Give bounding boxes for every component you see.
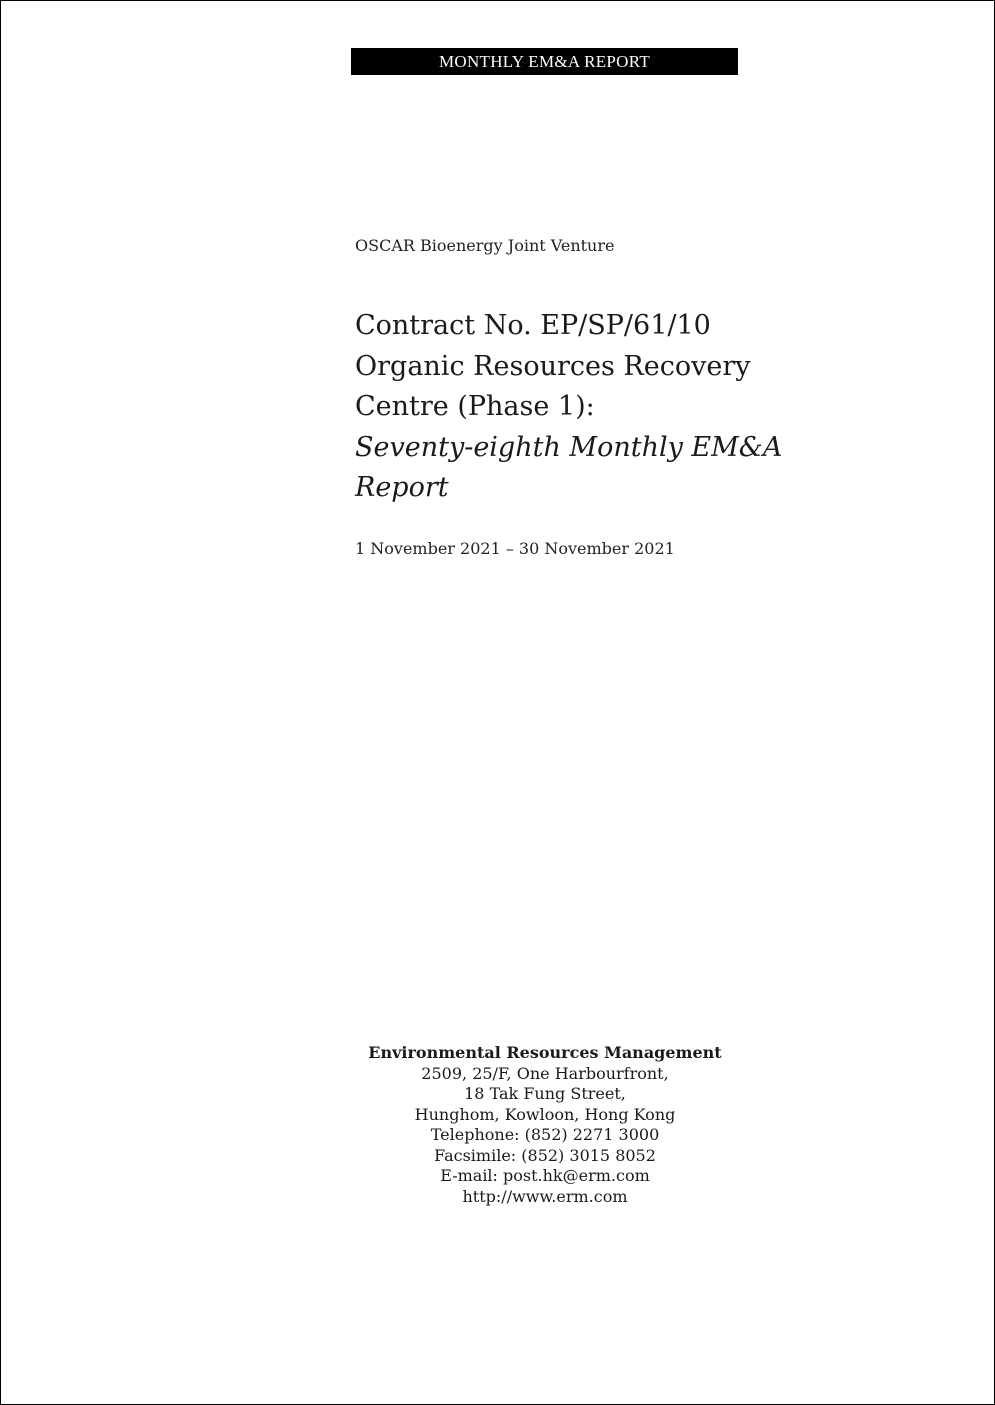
contract-number: Contract No. EP/SP/61/10 — [355, 310, 711, 341]
report-subtitle-line-2: Report — [355, 472, 449, 503]
facsimile: Facsimile: (852) 3015 8052 — [434, 1145, 656, 1165]
company-name: Environmental Resources Management — [368, 1043, 722, 1062]
client-name: OSCAR Bioenergy Joint Venture — [355, 236, 615, 255]
report-subtitle-line-1: Seventy-eighth Monthly EM&A — [355, 431, 783, 463]
project-name-line-2: Centre (Phase 1): — [355, 391, 595, 422]
report-type-banner — [351, 48, 738, 75]
email: E-mail: post.hk@erm.com — [440, 1166, 650, 1185]
report-type-label: MONTHLY EM&A REPORT — [438, 51, 651, 71]
telephone: Telephone: (852) 2271 3000 — [430, 1125, 660, 1144]
address-line-1: 2509, 25/F, One Harbourfront, — [421, 1063, 669, 1083]
address-line-2: 18 Tak Fung Street, — [464, 1084, 626, 1103]
company-address-block — [345, 1043, 745, 1207]
project-name-line-1: Organic Resources Recovery — [355, 350, 751, 382]
website: http://www.erm.com — [462, 1186, 628, 1206]
address-line-3: Hunghom, Kowloon, Hong Kong — [414, 1104, 676, 1124]
report-title — [355, 306, 785, 509]
reporting-period: 1 November 2021 – 30 November 2021 — [355, 539, 675, 558]
